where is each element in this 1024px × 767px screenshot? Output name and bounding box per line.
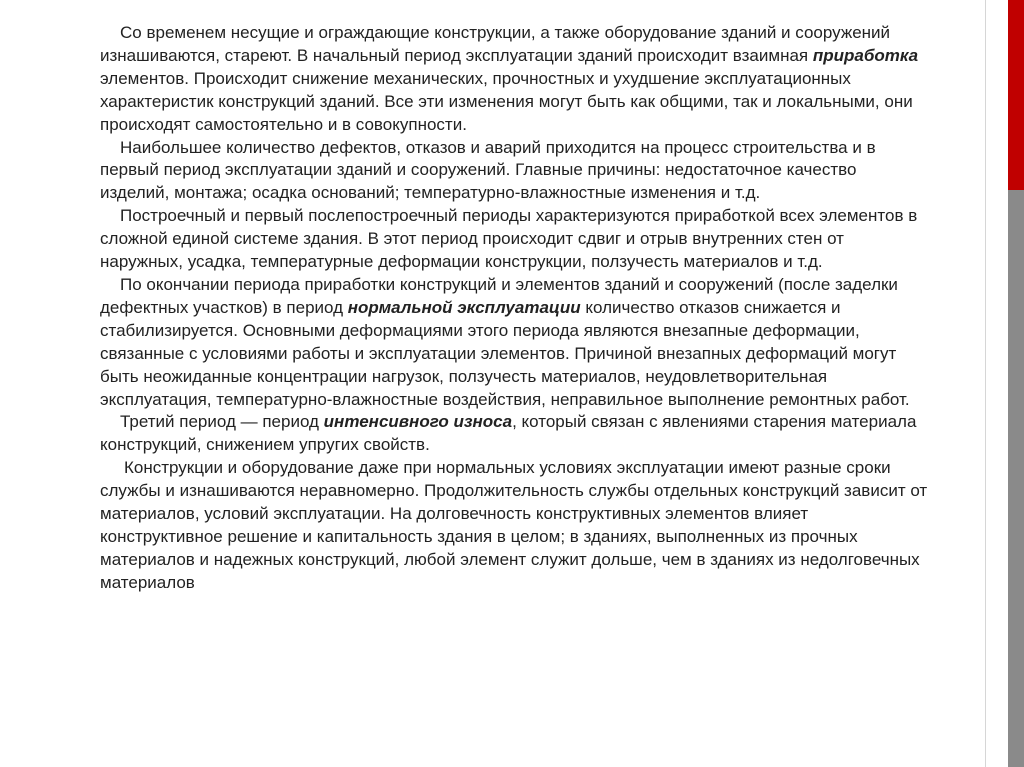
- paragraph-3: [100, 205, 930, 274]
- paragraph-2: [100, 137, 930, 206]
- paragraph-6: [100, 457, 930, 594]
- term-normal-operation: нормальной эксплуатации: [347, 297, 581, 317]
- slide-edge-line: [985, 0, 986, 767]
- paragraph-5-text-2: , который связан с явлениями старения материала конструкций, снижением упругих свойств.: [100, 412, 917, 455]
- term-prirabotka: приработка: [812, 45, 919, 65]
- paragraph-4-text-1: По окончании периода приработки конструкций и элементов зданий и сооружений (после заделки дефектных участков) в период: [100, 274, 898, 317]
- accent-bar-red: [1008, 0, 1024, 190]
- body-text: [100, 22, 930, 595]
- term-intensive-wear: интенсивного износа: [323, 412, 513, 432]
- paragraph-6-text: Конструкции и оборудование даже при нормальных условиях эксплуатации имеют разные сроки службы и изнашиваются неравномерно. Продолжительность службы отдельных конструкций зависит от материалов, условий эксплуатации. На долговечность конструктивных элементов влияет конструктивное решение и капитальность здания в целом; в зданиях, выполненных из прочных материалов и надежных конструкций, любой элемент служит дольше, чем в зданиях из недолговечных материалов: [100, 458, 928, 592]
- paragraph-1-text-1: Со временем несущие и ограждающие конструкции, а также оборудование зданий и сооружений изнашиваются, стареют. В начальный период эксплуатации зданий происходит взаимная: [100, 23, 891, 65]
- paragraph-4-text-2: количество отказов снижается и стабилизируется. Основными деформациями этого периода являются внезапные деформации, связанные с условиями работы и эксплуатации элементов. Причиной внезапных деформаций могут быть неожиданные концентрации нагрузок, ползучесть материалов, неудовлетворительная эксплуатация, температурно-влажностные воздействия, неправильное выполнение ремонтных работ.: [100, 297, 910, 409]
- paragraph-1-text-2: элементов. Происходит снижение механических, прочностных и ухудшение эксплуатационных характеристик конструкций зданий. Все эти изменения могут быть как общими, так и локальными, они происходят самостоятельно и в совокупности.: [100, 68, 913, 134]
- paragraph-2-text: Наибольшее количество дефектов, отказов и аварий приходится на процесс строительства и в первый период эксплуатации зданий и сооружений. Главные причины: недостаточное качество изделий, монтажа; осадка оснований; температурно-влажностные изменения и т.д.: [100, 137, 876, 203]
- paragraph-3-text: Построечный и первый послепостроечный периоды характеризуются приработкой всех элементов в сложной единой системе здания. В этот период происходит сдвиг и отрыв внутренних стен от наружных, усадка, температурные деформации конструкции, ползучесть материалов и т.д.: [100, 206, 918, 272]
- paragraph-4: [100, 274, 930, 411]
- accent-bar-grey: [1008, 190, 1024, 767]
- paragraph-5: [100, 411, 930, 457]
- paragraph-1: [100, 22, 930, 137]
- paragraph-5-text-1: Третий период — период: [120, 412, 324, 432]
